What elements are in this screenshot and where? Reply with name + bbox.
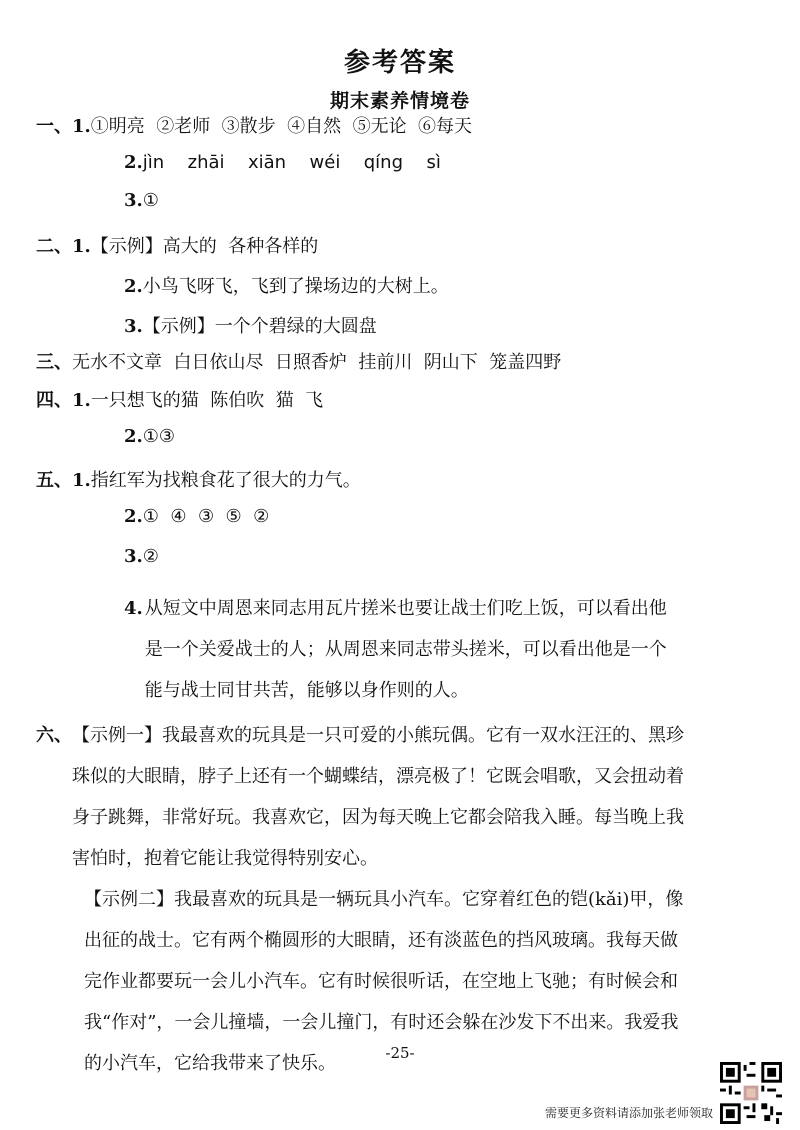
sec5-q4-number: 4.	[124, 598, 143, 619]
sec3-number: 三、	[36, 352, 72, 373]
sec6-example-one: 【示例一】我最喜欢的玩具是一只可爱的小熊玩偶。它有一双水汪汪的、黑珍珠似的大眼睛，脖子上还有一个蝴蝶结，漂亮极了！它既会唱歌，又会扭动着身子跳舞，非常好玩。我喜欢它，因为每天晚上它都会陪我入睡。每当晚上我害怕时，抱着它能让我觉得特别安心。	[72, 725, 684, 869]
sec2-q2	[124, 272, 686, 312]
sec4-number: 四、	[36, 390, 72, 411]
sec2-q2-answer: 小鸟飞呀飞，飞到了操场边的大树上。	[142, 276, 449, 297]
sec1-q3-answer: ①	[142, 190, 159, 211]
sec2-q3-answer: 【示例】一个个碧绿的大圆盘	[142, 316, 377, 337]
sec5-q4	[124, 588, 684, 711]
sec1-q1-number: 1.	[72, 116, 91, 137]
sec5-q2-number: 2.	[124, 506, 143, 527]
sec1-q2-number: 2.	[124, 152, 143, 173]
sec5-q1	[36, 466, 686, 506]
sec2-number: 二、	[36, 236, 72, 257]
sec2-q1	[36, 232, 686, 272]
sec5-q4-answer: 从短文中周恩来同志用瓦片搓米也要让战士们吃上饭，可以看出他是一个关爱战士的人；从周恩来同志带头搓米，可以看出他是一个能与战士同甘共苦，能够以身作则的人。	[144, 598, 667, 701]
footer-note: 需要更多资料请添加张老师领取	[545, 1106, 714, 1120]
sec4-q2	[124, 426, 686, 466]
sec1-number: 一、	[36, 116, 72, 137]
sec5-q2	[124, 506, 686, 546]
sec1-q1-answer: ①明亮 ②老师 ③散步 ④自然 ⑤无论 ⑥每天	[90, 116, 473, 137]
sec2-q2-number: 2.	[124, 276, 143, 297]
qr-code-icon	[720, 1062, 782, 1124]
sec2-q3	[124, 312, 686, 348]
sec5-q1-number: 1.	[72, 470, 91, 491]
sec5-q3-number: 3.	[124, 546, 143, 567]
sec5-q3	[124, 546, 686, 586]
sec6-ex1	[36, 715, 684, 879]
sec4-q2-answer: ①③	[142, 426, 176, 447]
sec3-line	[36, 348, 686, 386]
sec1-q3-number: 3.	[124, 190, 143, 211]
page-subtitle: 期末素养情境卷	[329, 90, 470, 112]
sec1-q2	[124, 152, 686, 190]
page-number: -25-	[385, 1044, 415, 1062]
sec1-q1	[36, 112, 686, 152]
sec2-q1-number: 1.	[72, 236, 91, 257]
page-title: 参考答案	[343, 48, 456, 78]
sec2-q1-answer: 【示例】高大的 各种各样的	[90, 236, 319, 257]
sec3-answer: 无水不文章 白日依山尽 日照香炉 挂前川 阴山下 笼盖四野	[72, 352, 562, 373]
sec2-q3-number: 3.	[124, 316, 143, 337]
sec5-number: 五、	[36, 470, 72, 491]
sec5-q1-answer: 指红军为找粮食花了很大的力气。	[90, 470, 361, 491]
sec4-q1-number: 1.	[72, 390, 91, 411]
sec1-q2-answer: jìn zhāi xiān wéi qíng sì	[142, 152, 441, 173]
sec4-q2-number: 2.	[124, 426, 143, 447]
answer-content	[36, 112, 686, 1084]
sec6-example-two: 【示例二】我最喜欢的玩具是一辆玩具小汽车。它穿着红色的铠(kǎi)甲，像出征的战士。它有两个椭圆形的大眼睛，还有淡蓝色的挡风玻璃。我每天做完作业都要玩一会儿小汽车。它有时候很听话，在空地上飞驰；有时候会和我“作对”，一会儿撞墙，一会儿撞门，有时还会躲在沙发下不出来。我爱我的小汽车，它给我带来了快乐。	[84, 889, 684, 1074]
sec4-q1	[36, 386, 686, 426]
sec5-q3-answer: ②	[142, 546, 159, 567]
sec4-q1-answer: 一只想飞的猫 陈伯吹 猫 飞	[90, 390, 324, 411]
sec6-number: 六、	[36, 725, 72, 746]
sec5-q2-answer: ① ④ ③ ⑤ ②	[142, 506, 270, 527]
sec1-q3	[124, 190, 686, 232]
